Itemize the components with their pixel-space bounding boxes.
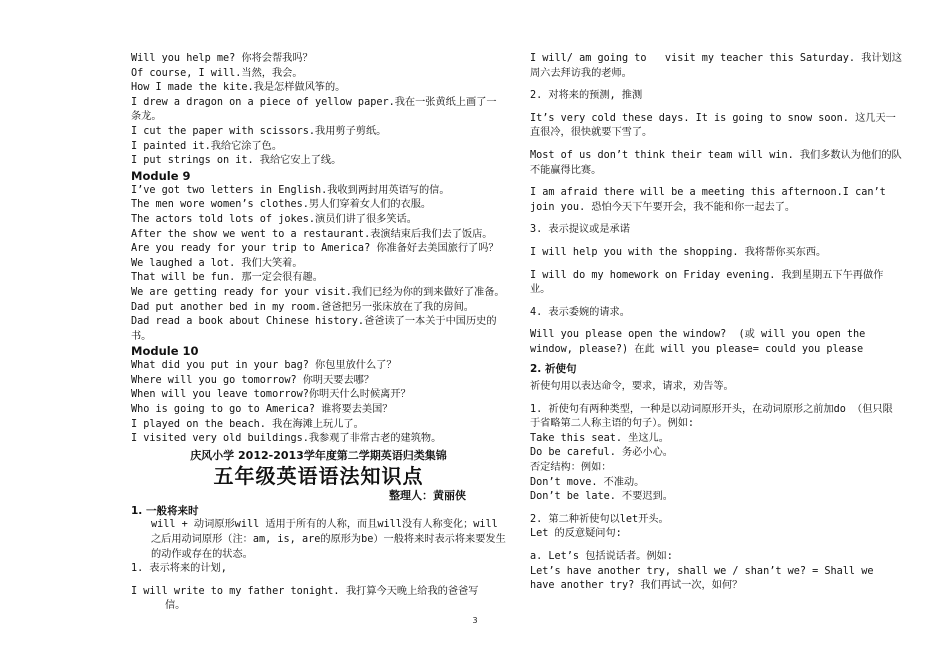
subsection-heading: 4. 表示委婉的请求。	[530, 306, 630, 318]
module-10-heading: Module 10	[131, 344, 199, 359]
text-line: Of course, I will.当然，我会。	[131, 67, 303, 79]
text-line: Dad put another bed in my room.爸爸把另一张床放在了我的房间。	[131, 301, 474, 313]
subsection-heading: 3. 表示提议或是承诺	[530, 224, 630, 236]
text-line: I cut the paper with scissors.我用剪子剪纸。	[131, 125, 387, 137]
imperative-example: Take this seat. 坐这儿。	[530, 432, 669, 444]
right-column	[530, 52, 902, 594]
text-line: I visited very old buildings.我参观了非常古老的建筑物。	[131, 433, 442, 445]
text-line: We are getting ready for your visit.我们已经为你的到来做好了准备。	[131, 286, 505, 298]
text-line: How I made the kite.我是怎样做风筝的。	[131, 82, 346, 94]
text-line: When will you leave tomorrow?你明天什么时候离开？	[131, 389, 411, 401]
request-example: Will you please open the window? (或 will you open the window, please?) 在此 will you please= could you please	[530, 329, 872, 355]
imperative-example: Don’t move. 不准动。	[530, 476, 645, 488]
example-row	[131, 585, 506, 600]
section-1-heading: 1. 一般将来时	[131, 504, 199, 517]
section-2-description: 祈使句用以表达命令，要求，请求，劝告等。	[530, 381, 734, 393]
text-line: The actors told lots of jokes.演员们讲了很多笑话。	[131, 213, 417, 225]
prediction-example: It’s very cold these days. It is going to snow soon. 这几天一直很冷，很快就要下雪了。	[530, 112, 896, 139]
example-chinese: 我打算今天晚上给我的爸爸写	[346, 585, 479, 597]
text-line: What did you put in your bag? 你包里放什么了？	[131, 360, 397, 372]
imperative-example: Do be careful. 务必小心。	[530, 447, 673, 459]
subsection-heading: 2. 对将来的预测, 推测	[530, 90, 643, 102]
text-line: Where will you go tomorrow? 你明天要去哪？	[131, 374, 375, 386]
text-line: I put strings on it. 我给它安上了线。	[131, 155, 342, 167]
prediction-example: I am afraid there will be a meeting this afternoon.I can’t join you. 恐怕今天下午要开会，我不能和你一起去了。	[530, 187, 892, 213]
compiler-name: 整理人：黄丽侠	[389, 488, 466, 502]
imperative-example: 否定结构：例如：	[530, 462, 612, 474]
module-9-heading: Module 9	[131, 168, 191, 183]
imperative-example: Don’t be late. 不要迟到。	[530, 491, 673, 503]
subsection-heading: 1. 表示将来的计划,	[131, 563, 227, 575]
text-line: I’ve got two letters in English.我收到两封用英语写的信。	[131, 184, 450, 196]
main-title: 五年级英语语法知识点	[213, 463, 424, 488]
example-english: I will write to my father tonight.	[131, 585, 340, 597]
section-2-point-2-a: a. Let’s 包括说话者。例如:	[530, 551, 673, 563]
page-number: 3	[472, 616, 478, 625]
prediction-example: Most of us don’t think their team will win. 我们多数认为他们的队不能赢得比赛。	[530, 149, 902, 176]
text-line: The men wore women’s clothes.男人们穿着女人们的衣服。	[131, 199, 432, 211]
let-example: Let’s have another try, shall we / shan’t we? = Shall we have another try? 我们再试一次，如何？	[530, 565, 880, 592]
text-line: I painted it.我给它涂了色。	[131, 140, 283, 152]
promise-example: I will do my homework on Friday evening. 我到星期五下午再做作业。	[530, 269, 884, 296]
text-line: Are you ready for your trip to America? 你准备好去美国旅行了吗？	[131, 243, 499, 255]
section-2-point-2: 2. 第二种祈使句以let开头。	[530, 513, 669, 525]
example-chinese-continued: 信。	[165, 600, 186, 612]
section-2-point-2-sub: Let 的反意疑问句:	[530, 528, 622, 540]
text-line: That will be fun. 那一定会很有趣。	[131, 272, 323, 284]
plan-example: I will/ am going to visit my teacher this Saturday. 我计划这周六去拜访我的老师。	[530, 53, 902, 79]
text-line: After the show we went to a restaurant.表演结束后我们去了饭店。	[131, 228, 493, 240]
section-2-point-1: 1. 祈使句有两种类型，一种是以动词原形开头，在动词原形之前加do （但只限于省略第二人称主语的句子）。例如:	[530, 403, 893, 430]
promise-example: I will help you with the shopping. 我将帮你买东西。	[530, 246, 827, 258]
left-column	[131, 52, 506, 614]
text-line: Dad read a book about Chinese history.爸爸读了一本关于中国历史的书。	[131, 316, 497, 342]
text-line: I drew a dragon on a piece of yellow paper.我在一张黄纸上画了一条龙。	[131, 96, 497, 123]
section-1-description: will + 动词原形will 适用于所有的人称，而且will没有人称变化；will之后用动词原形（注：am, is, are的原形为be）一般将来时表示将来要发生的动作或存在的状态。	[151, 519, 506, 560]
text-line: I played on the beach. 我在海滩上玩儿了。	[131, 418, 364, 430]
section-2-heading: 2. 祈使句	[530, 362, 577, 375]
text-line: Who is going to go to America? 谁将要去美国？	[131, 404, 393, 416]
school-title: 庆风小学 2012-2013学年度第二学期英语归类集锦	[190, 448, 447, 462]
text-line: We laughed a lot. 我们大笑着。	[131, 257, 303, 269]
text-line: Will you help me? 你将会帮我吗？	[131, 53, 313, 64]
